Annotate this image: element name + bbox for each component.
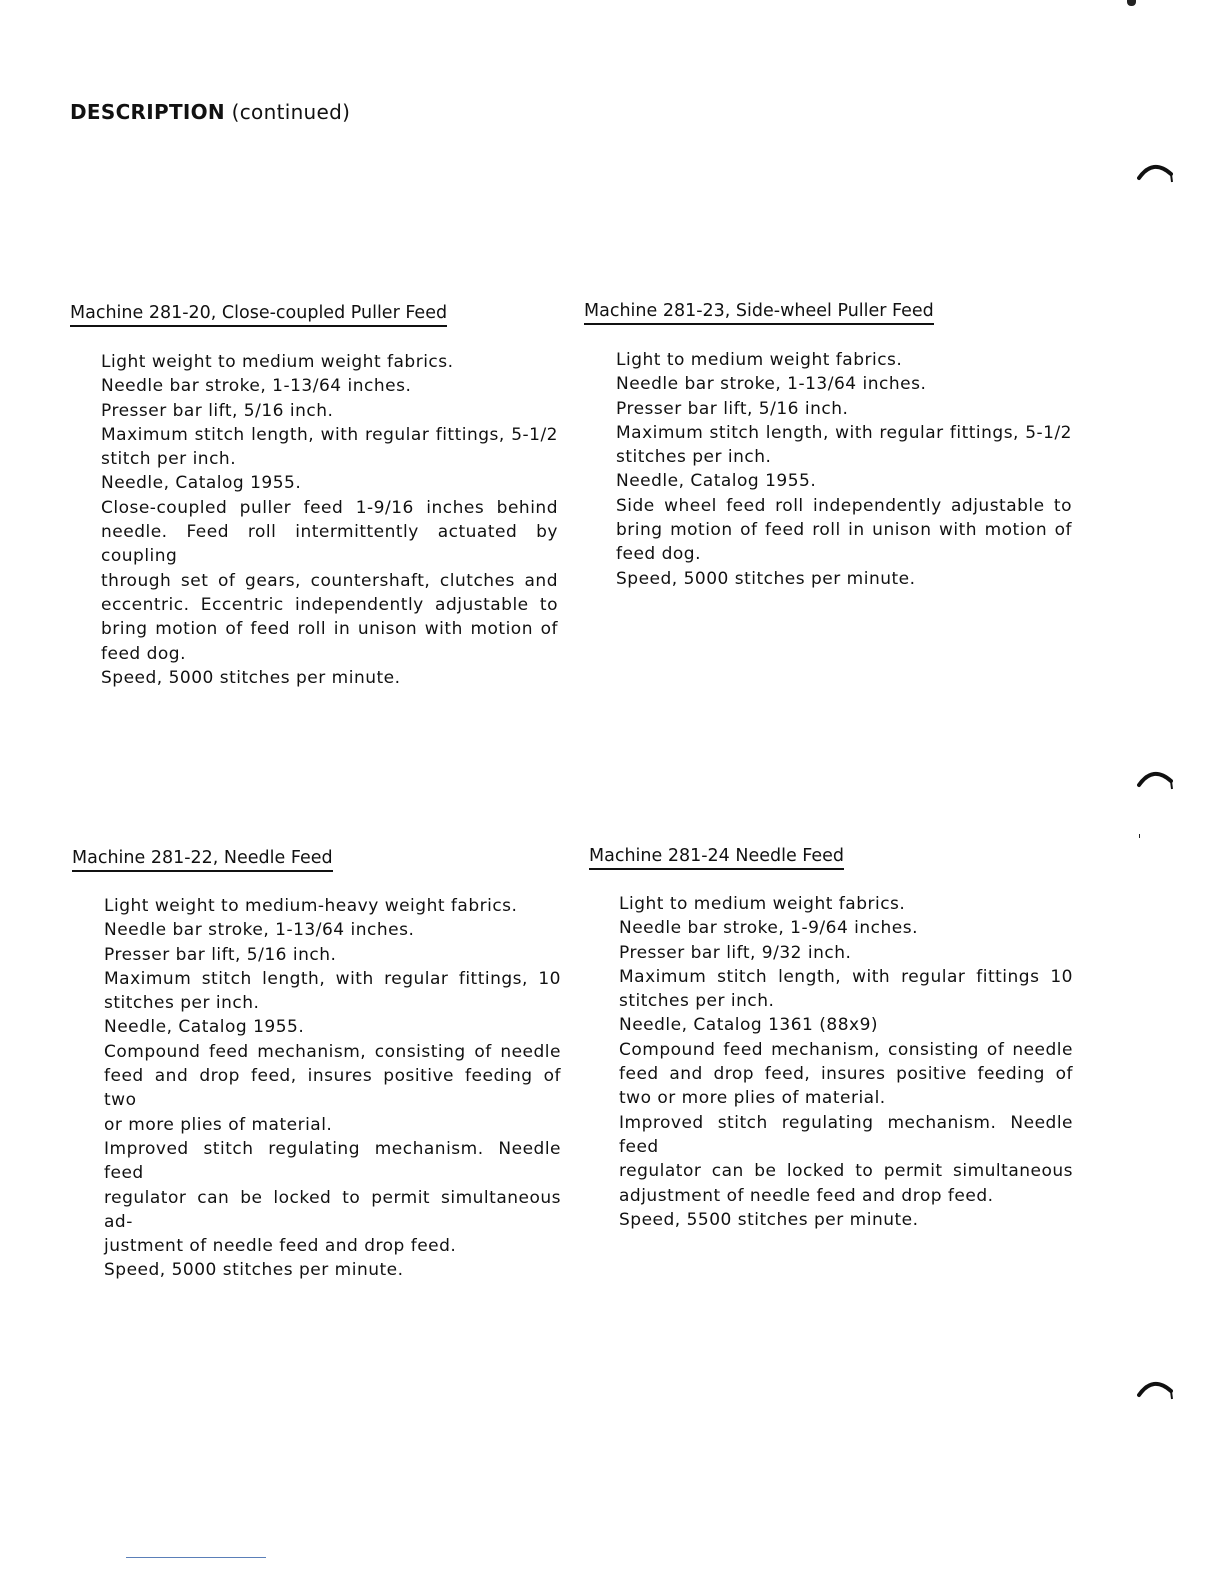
binder-hole-icon: [1137, 160, 1173, 184]
spec-line: Light to medium weight fabrics.: [619, 894, 906, 914]
binder-hole-icon: [1137, 1377, 1173, 1401]
spec-line: Maximum stitch length, with regular fittings 10: [619, 966, 1073, 987]
bottom-rule: [126, 1557, 266, 1558]
spec-line: Maximum stitch length, with regular fittings, 5-1/2: [616, 422, 1072, 443]
spec-line: Improved stitch regulating mechanism. Needle feed: [619, 1112, 1073, 1157]
spec-line: or more plies of material.: [104, 1114, 333, 1135]
spec-line: adjustment of needle feed and drop feed.: [619, 1185, 994, 1206]
spec-line: Speed, 5000 stitches per minute.: [101, 667, 401, 688]
spec-line: Needle, Catalog 1955.: [104, 1017, 305, 1038]
spec-line: stitches per inch.: [619, 991, 775, 1012]
section-body: [619, 892, 1073, 1232]
spec-line: eccentric. Eccentric independently adjustable to: [101, 594, 558, 615]
section-body: [101, 350, 558, 690]
spec-line: Compound feed mechanism, consisting of needle: [104, 1041, 561, 1062]
binder-hole-icon: [1137, 767, 1173, 791]
section-machine-281-23: [584, 300, 1084, 589]
spec-line: Presser bar lift, 5/16 inch.: [104, 944, 337, 965]
spec-line: feed dog.: [101, 643, 186, 664]
spec-line: bring motion of feed roll in unison with motion of: [616, 520, 1072, 541]
section-machine-281-22: [72, 847, 572, 1281]
spec-line: Side wheel feed roll independently adjustable to: [616, 495, 1072, 516]
section-title: Machine 281-24 Needle Feed: [589, 845, 844, 870]
spec-line: Needle, Catalog 1955.: [616, 471, 817, 492]
spec-line: feed and drop feed, insures positive feeding of two: [104, 1066, 561, 1111]
heading-continued: (continued): [231, 100, 351, 124]
spec-line: feed and drop feed, insures positive feeding of: [619, 1064, 1073, 1085]
spec-line: Needle bar stroke, 1-9/64 inches.: [619, 918, 919, 939]
scan-speck: [1139, 834, 1140, 838]
spec-line: Speed, 5000 stitches per minute.: [104, 1260, 404, 1281]
spec-line: Light weight to medium weight fabrics.: [101, 352, 454, 372]
section-body: [104, 894, 561, 1283]
spec-line: justment of needle feed and drop feed.: [104, 1236, 457, 1257]
section-machine-281-20: [70, 302, 570, 688]
spec-line: Needle bar stroke, 1-13/64 inches.: [104, 920, 415, 941]
section-title: Machine 281-20, Close-coupled Puller Feed: [70, 302, 447, 327]
spec-line: Improved stitch regulating mechanism. Needle feed: [104, 1138, 561, 1184]
section-machine-281-24: [589, 845, 1089, 1230]
spec-line: needle. Feed roll intermittently actuated by coupling: [101, 522, 558, 567]
spec-line: regulator can be locked to permit simultaneous: [619, 1161, 1073, 1182]
page-heading: [70, 100, 350, 124]
spec-line: Light to medium weight fabrics.: [616, 350, 903, 370]
spec-line: Speed, 5000 stitches per minute.: [616, 568, 916, 589]
spec-line: Needle bar stroke, 1-13/64 inches.: [616, 374, 927, 395]
section-title: Machine 281-23, Side-wheel Puller Feed: [584, 300, 934, 325]
spec-line: regulator can be locked to permit simultaneous ad-: [104, 1187, 561, 1232]
spec-line: stitch per inch.: [101, 449, 237, 470]
spec-line: Presser bar lift, 5/16 inch.: [101, 400, 334, 421]
spec-line: stitches per inch.: [616, 447, 772, 468]
spec-line: feed dog.: [616, 544, 701, 565]
spec-line: Needle, Catalog 1955.: [101, 473, 302, 494]
spec-line: bring motion of feed roll in unison with motion of: [101, 619, 558, 640]
spec-line: Needle bar stroke, 1-13/64 inches.: [101, 376, 412, 397]
spec-line: Presser bar lift, 5/16 inch.: [616, 398, 849, 419]
spec-line: Maximum stitch length, with regular fittings, 10: [104, 968, 561, 989]
spec-line: Light weight to medium-heavy weight fabrics.: [104, 896, 518, 916]
spec-line: through set of gears, countershaft, clutches and: [101, 570, 558, 591]
spec-line: two or more plies of material.: [619, 1088, 886, 1109]
section-body: [616, 348, 1072, 591]
spec-line: Speed, 5500 stitches per minute.: [619, 1209, 919, 1230]
spec-line: Needle, Catalog 1361 (88x9): [619, 1015, 879, 1036]
spec-line: Maximum stitch length, with regular fittings, 5-1/2: [101, 424, 558, 445]
spec-line: Compound feed mechanism, consisting of needle: [619, 1039, 1073, 1060]
section-title: Machine 281-22, Needle Feed: [72, 847, 333, 872]
spec-line: stitches per inch.: [104, 993, 260, 1014]
spec-line: Close-coupled puller feed 1-9/16 inches behind: [101, 497, 558, 518]
scan-speck: [1127, 0, 1136, 6]
spec-line: Presser bar lift, 9/32 inch.: [619, 942, 852, 963]
heading-bold: DESCRIPTION: [70, 100, 225, 124]
